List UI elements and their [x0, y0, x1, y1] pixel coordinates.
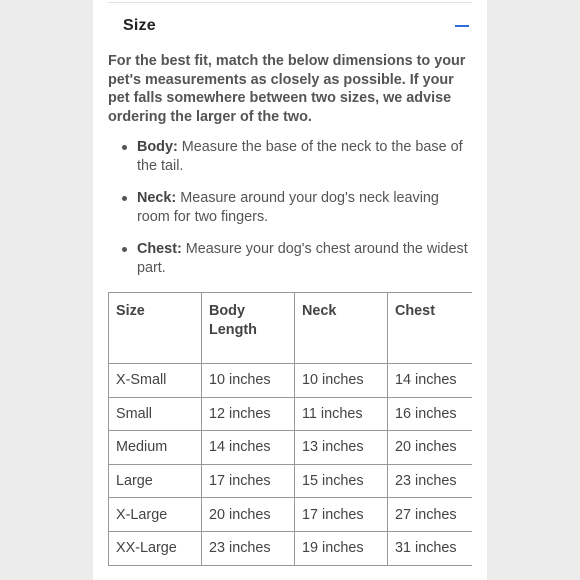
- table-cell: Medium: [109, 431, 202, 465]
- table-row: [109, 531, 473, 565]
- guide-term: Chest:: [137, 241, 182, 257]
- table-row: [109, 498, 473, 532]
- size-intro-text: For the best fit, match the below dimensions to your pet's measurements as closely as possible. If your pet falls somewhere between two sizes, we advise ordering the larger of the two.: [108, 53, 466, 125]
- table-cell: 19 inches: [295, 531, 388, 565]
- table-row: [109, 364, 473, 398]
- guide-text: Measure the base of the neck to the base of the tail.: [137, 139, 463, 174]
- table-cell: 14 inches: [202, 431, 295, 465]
- table-cell: XX-Large: [109, 531, 202, 565]
- guide-item-chest: [108, 240, 472, 277]
- table-cell: Large: [109, 464, 202, 498]
- table-cell: 12 inches: [202, 397, 295, 431]
- guide-item-neck: [108, 189, 472, 226]
- table-cell: 17 inches: [202, 464, 295, 498]
- column-header: Body Length: [202, 293, 295, 364]
- column-header: Chest: [388, 293, 473, 364]
- table-cell: Small: [109, 397, 202, 431]
- column-header: Size: [109, 293, 202, 364]
- table-cell: 27 inches: [388, 498, 473, 532]
- guide-text: Measure your dog's chest around the widest part.: [137, 241, 468, 276]
- table-row: [109, 464, 473, 498]
- size-table-scroll[interactable]: [108, 292, 472, 566]
- table-cell: 13 inches: [295, 431, 388, 465]
- table-cell: 16 inches: [388, 397, 473, 431]
- table-cell: X-Large: [109, 498, 202, 532]
- table-cell: 23 inches: [202, 531, 295, 565]
- table-cell: 10 inches: [202, 364, 295, 398]
- guide-term: Neck:: [137, 190, 177, 206]
- table-cell: 20 inches: [388, 431, 473, 465]
- column-header: Neck: [295, 293, 388, 364]
- size-guide-panel: [93, 0, 487, 580]
- table-header-row: [109, 293, 473, 364]
- table-cell: 11 inches: [295, 397, 388, 431]
- guide-term: Body:: [137, 139, 178, 155]
- size-table: [108, 292, 472, 566]
- guide-item-body: [108, 138, 472, 175]
- minus-icon[interactable]: [455, 25, 469, 27]
- table-cell: 10 inches: [295, 364, 388, 398]
- table-cell: X-Small: [109, 364, 202, 398]
- size-accordion-header[interactable]: [108, 0, 472, 52]
- table-cell: 17 inches: [295, 498, 388, 532]
- table-cell: 15 inches: [295, 464, 388, 498]
- guide-text: Measure around your dog's neck leaving room for two fingers.: [137, 190, 439, 225]
- table-row: [109, 431, 473, 465]
- table-cell: 20 inches: [202, 498, 295, 532]
- accordion-title: Size: [123, 17, 156, 34]
- table-cell: 31 inches: [388, 531, 473, 565]
- table-cell: 23 inches: [388, 464, 473, 498]
- table-row: [109, 397, 473, 431]
- measurement-guide-list: [108, 138, 472, 277]
- table-cell: 14 inches: [388, 364, 473, 398]
